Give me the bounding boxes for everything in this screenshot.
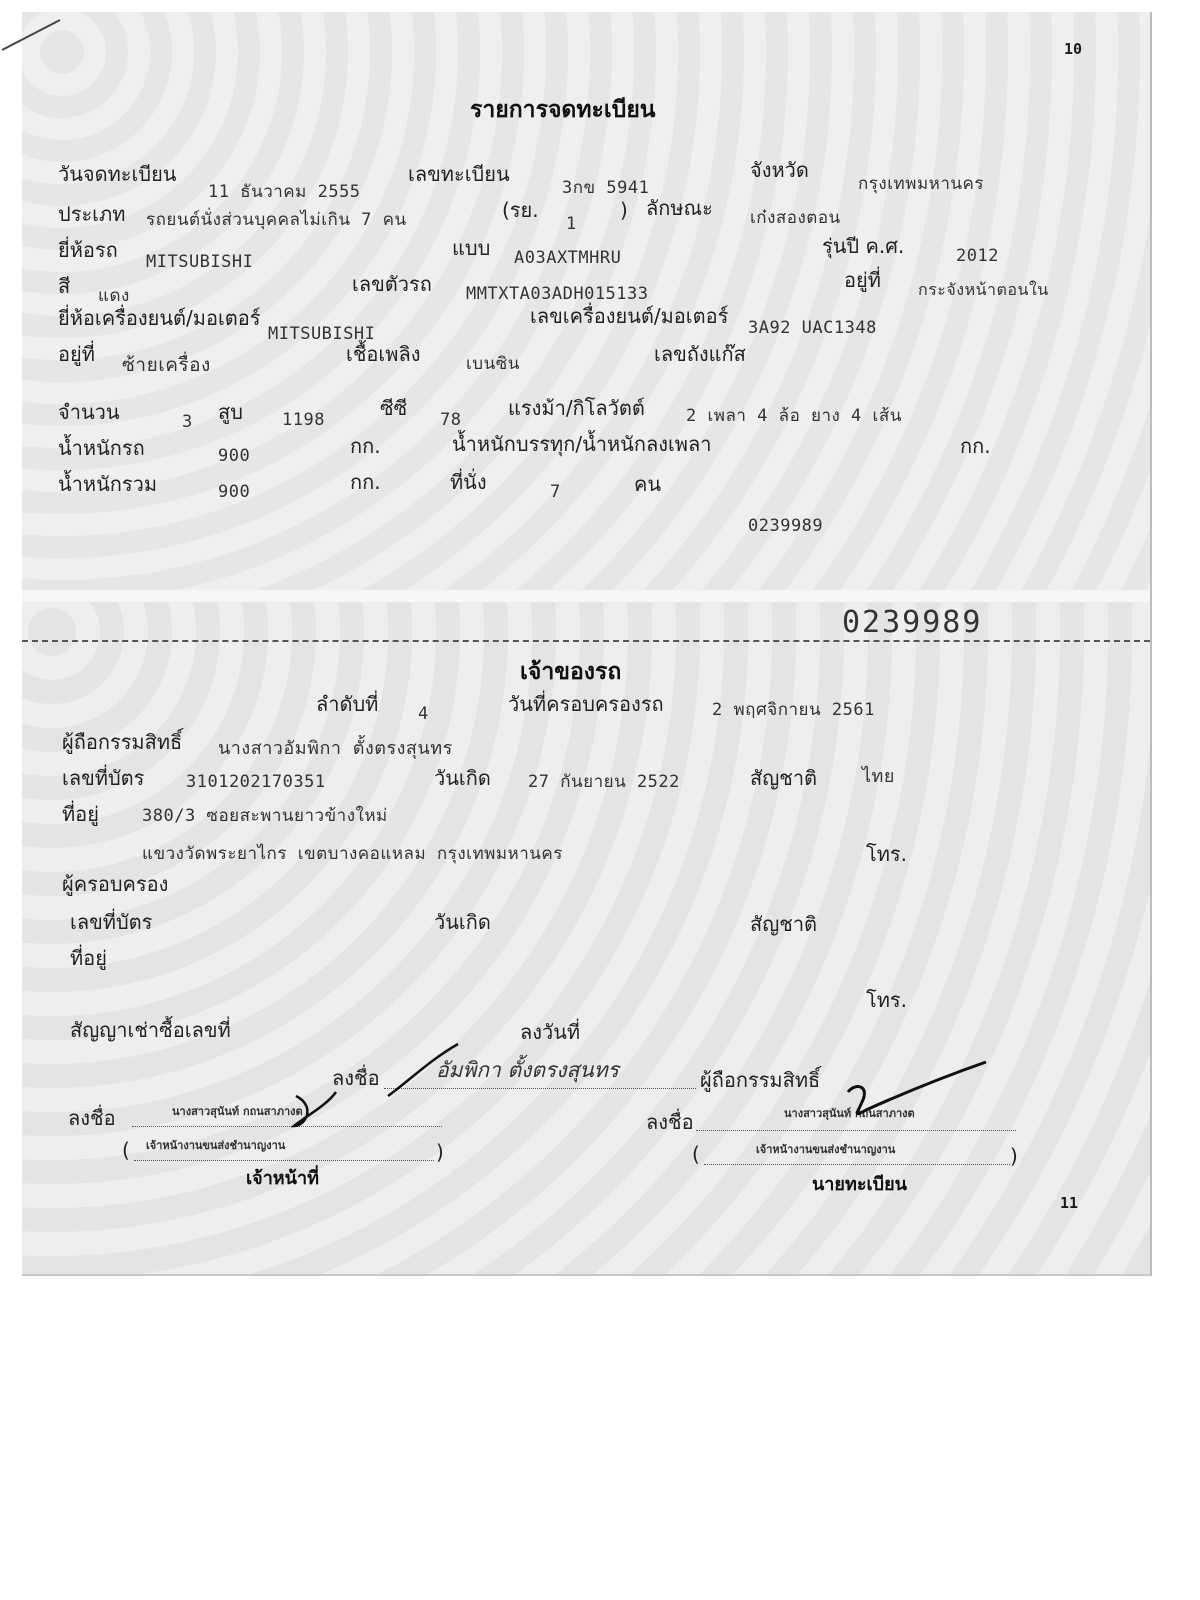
page-number-bottom: 11: [1060, 1194, 1079, 1212]
birth-date-value: 27 กันยายน 2522: [528, 772, 680, 792]
address-label: ที่อยู่: [62, 802, 99, 826]
corner-pen-stroke: [0, 0, 80, 60]
reg-date-value: 11 ธันวาคม 2555: [208, 182, 361, 202]
registrar-signature-stroke: [836, 1052, 996, 1132]
weight-value: 900: [218, 446, 251, 466]
gas-tank-label: เลขถังแก๊ส: [654, 342, 746, 366]
nationality-value: ไทย: [862, 766, 895, 787]
id-no-value: 3101202170351: [186, 772, 326, 792]
possessor-address-label: ที่อยู่: [70, 946, 107, 970]
officer-signature-stroke: [286, 1086, 346, 1136]
holder-value: นางสาวอัมพิกา ตั้งตรงสุนทร: [218, 738, 453, 759]
serial-stamp: 0239989: [842, 605, 983, 640]
registrar-caption: นายทะเบียน: [812, 1174, 907, 1195]
persons-label: คน: [634, 472, 662, 496]
officer-caption: เจ้าหน้าที่: [246, 1168, 319, 1189]
registrar-sign-label: ลงชื่อ: [646, 1110, 694, 1134]
holder-handwritten-signature: อัมพิกา ตั้งตรงสุนทร: [436, 1058, 619, 1082]
holder-sign-caption: ผู้ถือกรรมสิทธิ์: [700, 1068, 821, 1092]
possessor-phone-label: โทร.: [866, 988, 908, 1012]
registration-title: รายการจดทะเบียน: [470, 96, 656, 123]
axle-tyre-value: 2 เพลา 4 ล้อ ยาง 4 เส้น: [686, 406, 902, 426]
fuel-value: เบนซิน: [466, 354, 520, 374]
officer-title-line: [134, 1160, 434, 1161]
chassis-location-label: อยู่ที่: [844, 268, 881, 292]
officer-sign-label: ลงชื่อ: [68, 1106, 116, 1130]
brand-label: ยี่ห้อรถ: [58, 238, 118, 262]
color-label: สี: [58, 274, 71, 298]
registrar-paren-close: ): [1010, 1144, 1018, 1168]
model-year-value: 2012: [956, 246, 999, 266]
address-line1: 380/3 ซอยสะพานยาวข้างใหม่: [142, 806, 388, 826]
owner-title: เจ้าของรถ: [520, 658, 622, 685]
brand-value: MITSUBISHI: [146, 252, 254, 272]
possessor-id-label: เลขที่บัตร: [70, 910, 153, 934]
total-weight-label: น้ำหนักรวม: [58, 472, 158, 496]
cylinders-label: สูบ: [218, 400, 243, 424]
registrar-title: เจ้าหน้างานขนส่งชำนาญงาน: [756, 1143, 896, 1156]
reg-date-label: วันจดทะเบียน: [58, 162, 177, 186]
province-label: จังหวัด: [750, 158, 809, 182]
engine-brand-value: MITSUBISHI: [268, 324, 376, 344]
engine-location-label: อยู่ที่: [58, 342, 95, 366]
total-weight-value: 900: [218, 482, 251, 502]
possessor-birth-label: วันเกิด: [434, 910, 491, 934]
serial-number: 0239989: [748, 516, 824, 536]
possessor-label: ผู้ครอบครอง: [62, 872, 169, 896]
model-value: A03AXTMHRU: [514, 248, 622, 268]
lease-no-label: สัญญาเช่าซื้อเลขที่: [70, 1018, 231, 1042]
holder-label: ผู้ถือกรรมสิทธิ์: [62, 730, 183, 754]
engine-no-label: เลขเครื่องยนต์/มอเตอร์: [530, 304, 729, 328]
weight-label: น้ำหนักรถ: [58, 436, 145, 460]
cc-value: 1198: [282, 410, 325, 430]
load-label: น้ำหนักบรรทุก/น้ำหนักลงเพลา: [452, 432, 712, 456]
hp-label: แรงม้า/กิโลวัตต์: [508, 396, 645, 420]
officer-title: เจ้าหน้างานขนส่งชำนาญงาน: [146, 1139, 286, 1152]
engine-no-value: 3A92 UAC1348: [748, 318, 877, 338]
officer-paren-close: ): [436, 1140, 444, 1164]
total-weight-kg-label: กก.: [350, 470, 381, 494]
model-label: แบบ: [452, 236, 491, 260]
reg-no-label: เลขทะเบียน: [408, 162, 510, 186]
possession-date-value: 2 พฤศจิกายน 2561: [712, 700, 875, 720]
holder-signature-stroke: [380, 1040, 480, 1100]
ry-close: ): [620, 198, 628, 222]
color-value: แดง: [98, 286, 130, 306]
chassis-no-label: เลขตัวรถ: [352, 272, 432, 296]
registrar-name: นางสาวสุนันท์ กถนสาภางต: [784, 1107, 915, 1120]
chassis-location-value: กระจังหน้าตอนใน: [918, 280, 1049, 299]
perforation-line: [22, 640, 1150, 642]
reg-no-value: 3กข 5941: [562, 178, 650, 198]
fuel-label: เชื้อเพลิง: [346, 342, 421, 366]
hp-value: 78: [440, 410, 462, 430]
paper-fold: [22, 590, 1150, 602]
registrar-paren-open: (: [692, 1142, 700, 1166]
style-value: เก๋งสองตอน: [750, 208, 841, 228]
type-label: ประเภท: [58, 202, 126, 226]
page-number-top: 10: [1064, 40, 1083, 58]
type-value: รถยนต์นั่งส่วนบุคคลไม่เกิน 7 คน: [146, 210, 407, 230]
nationality-label: สัญชาติ: [750, 766, 818, 790]
order-label: ลำดับที่: [316, 692, 379, 716]
count-label: จำนวน: [58, 400, 120, 424]
seats-label: ที่นั่ง: [450, 470, 487, 494]
ry-value: 1: [566, 214, 577, 234]
order-value: 4: [418, 704, 429, 724]
style-label: ลักษณะ: [646, 196, 713, 220]
model-year-label: รุ่นปี ค.ศ.: [822, 234, 905, 258]
officer-name: นางสาวสุนันท์ กถนสาภางต: [172, 1105, 303, 1118]
chassis-no-value: MMTXTA03ADH015133: [466, 284, 649, 304]
engine-location-value: ซ้ายเครื่อง: [122, 354, 211, 376]
address-line2: แขวงวัดพระยาไกร เขตบางคอแหลม กรุงเทพมหานคร: [142, 844, 563, 864]
possessor-nationality-label: สัญชาติ: [750, 912, 818, 936]
id-no-label: เลขที่บัตร: [62, 766, 145, 790]
registrar-title-line: [704, 1164, 1010, 1165]
sign-date-label: ลงวันที่: [520, 1020, 581, 1044]
engine-brand-label: ยี่ห้อเครื่องยนต์/มอเตอร์: [58, 306, 261, 330]
load-kg-label: กก.: [960, 434, 991, 458]
ry-label: (รย.: [502, 198, 539, 222]
holder-sign-label: ลงชื่อ: [332, 1066, 380, 1090]
cc-label: ซีซี: [380, 396, 408, 420]
seats-value: 7: [550, 482, 561, 502]
phone-label: โทร.: [866, 842, 908, 866]
birth-date-label: วันเกิด: [434, 766, 491, 790]
possession-date-label: วันที่ครอบครองรถ: [508, 692, 664, 716]
province-value: กรุงเทพมหานคร: [858, 174, 985, 194]
officer-paren-open: (: [122, 1138, 130, 1162]
weight-kg-label: กก.: [350, 434, 381, 458]
cylinders-value: 3: [182, 412, 193, 432]
